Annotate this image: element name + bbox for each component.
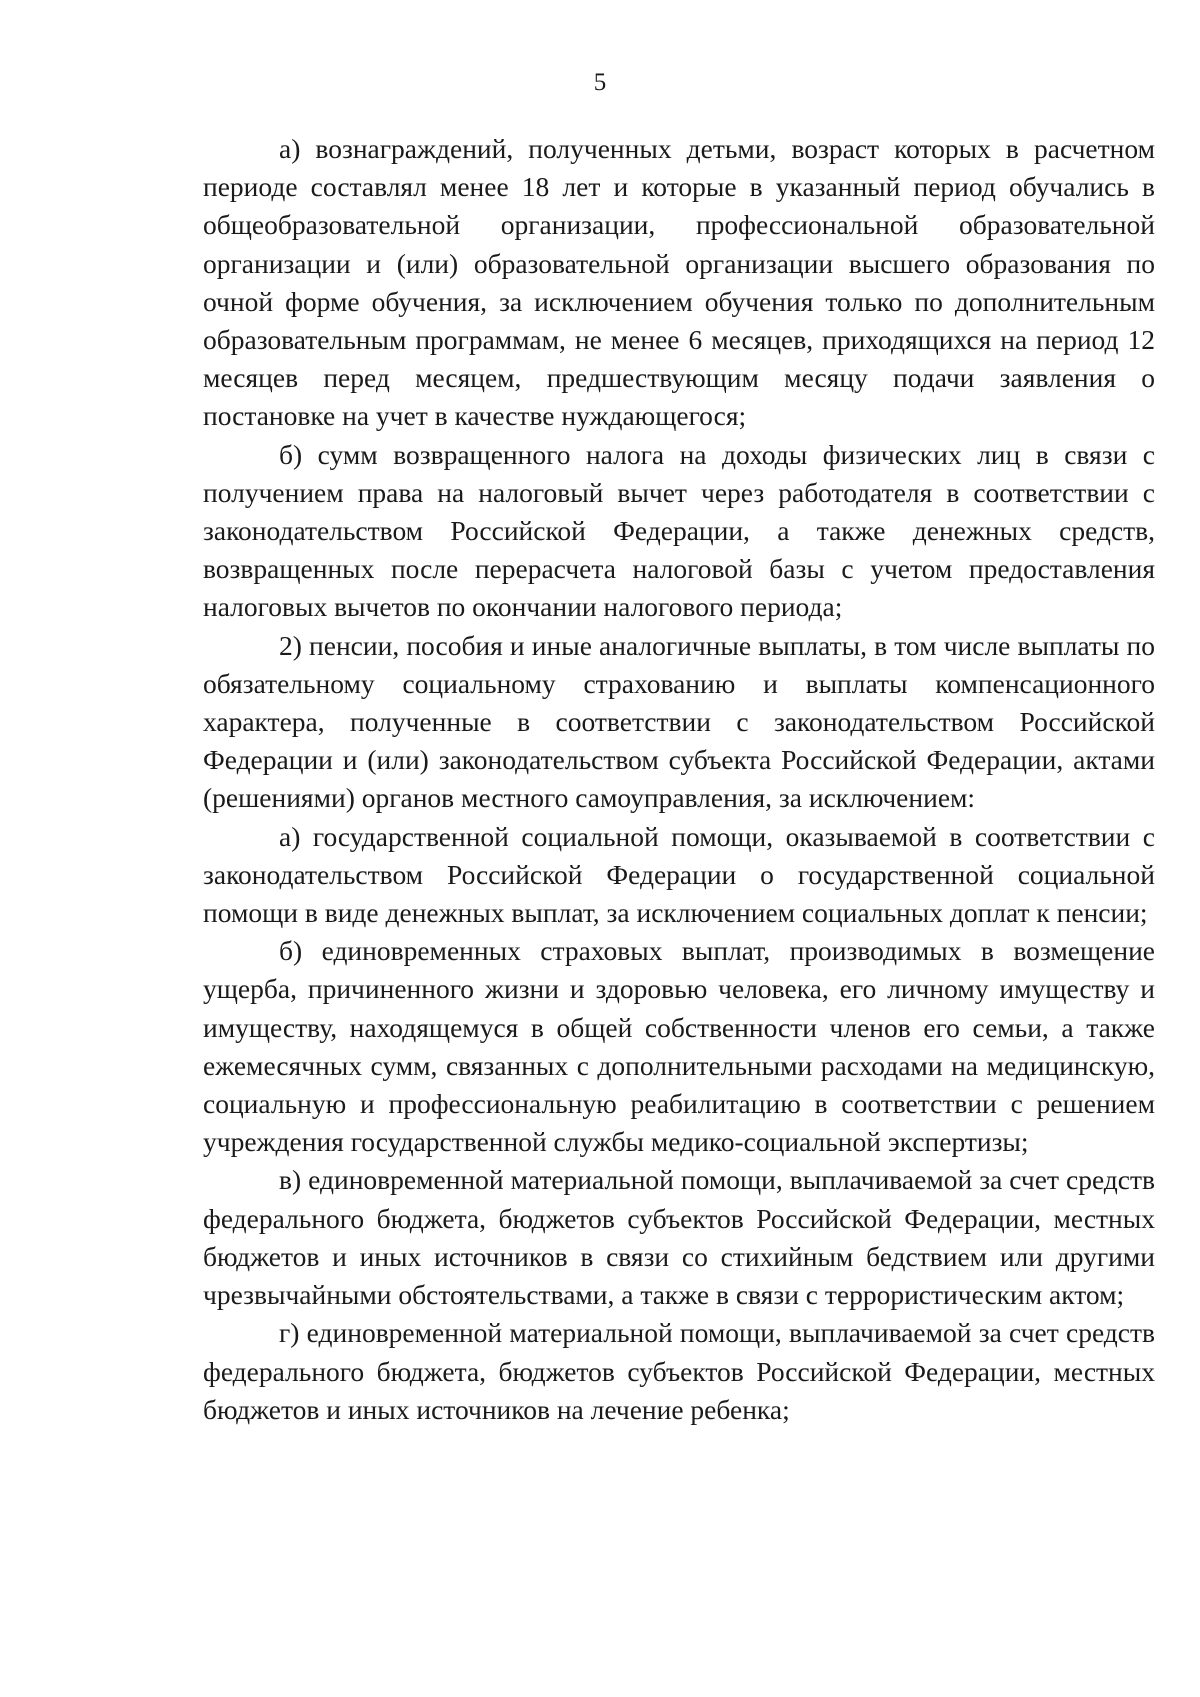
paragraph-item-a-rewards: а) вознаграждений, полученных детьми, возраст которых в расчетном периоде составлял менее 18 лет и которые в указанный период обучались в общеобразовательной организации, профессиональной образовательной организации и (или) образовательной организации высшего образования по очной форме обучения, за исключением обучения только по дополнительным образовательным программам, не менее 6 месяцев, приходящихся на период 12 месяцев перед месяцем, предшествующим месяцу подачи заявления о постановке на учет в качестве нуждающегося; [203, 133, 1155, 432]
page-number: 5 [593, 69, 607, 96]
document-body [203, 130, 1155, 1429]
paragraph-item-b-tax-refund: б) сумм возвращенного налога на доходы физических лиц в связи с получением права на налоговый вычет через работодателя в соответствии с законодательством Российской Федерации, а также денежных средств, возвращенных после перерасчета налоговой базы с учетом предоставления налоговых вычетов по окончании налогового периода; [203, 438, 1155, 623]
paragraph-item-2-pensions: 2) пенсии, пособия и иные аналогичные выплаты, в том числе выплаты по обязательному социальному страхованию и выплаты компенсационного характера, полученные в соответствии с законодательством Российской Федерации и (или) законодательством субъекта Российской Федерации, актами (решениями) органов местного самоуправления, за исключением: [203, 629, 1155, 814]
paragraph-item-a-social-aid: а) государственной социальной помощи, оказываемой в соответствии с законодательством Российской Федерации о государственной социальной помощи в виде денежных выплат, за исключением социальных доплат к пенсии; [203, 820, 1155, 929]
paragraph-item-g-child-treatment: г) единовременной материальной помощи, выплачиваемой за счет средств федерального бюджета, бюджетов субъектов Российской Федерации, местных бюджетов и иных источников на лечение ребенка; [203, 1317, 1155, 1425]
paragraph-item-b-insurance: б) единовременных страховых выплат, производимых в возмещение ущерба, причиненного жизни и здоровью человека, его личному имуществу и имуществу, находящемуся в общей собственности членов его семьи, а также ежемесячных сумм, связанных с дополнительными расходами на медицинскую, социальную и профессиональную реабилитацию в соответствии с решением учреждения государственной службы медико-социальной экспертизы; [203, 935, 1155, 1158]
paragraph-item-v-disaster-aid: в) единовременной материальной помощи, выплачиваемой за счет средств федерального бюджета, бюджетов субъектов Российской Федерации, местных бюджетов и иных источников в связи со стихийным бедствием или другими чрезвычайными обстоятельствами, а также в связи с террористическим актом; [203, 1164, 1155, 1311]
